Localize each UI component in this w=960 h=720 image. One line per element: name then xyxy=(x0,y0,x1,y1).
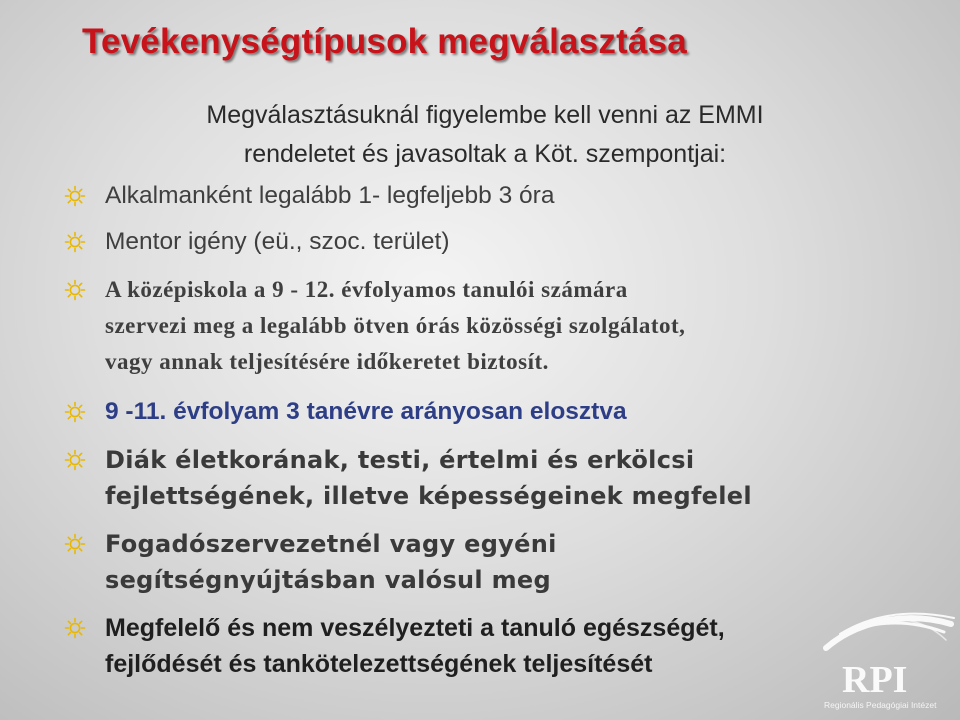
bullet-text: Fogadószervezetnél vagy egyéni xyxy=(105,530,557,558)
bullet-text: A középiskola a 9 - 12. évfolyamos tanulói számára xyxy=(105,277,628,302)
bullet-item xyxy=(64,394,914,430)
sunburst-bullet-icon xyxy=(64,279,86,301)
sunburst-bullet-icon xyxy=(64,401,86,423)
bullet-item xyxy=(64,178,914,214)
bullet-text: 9 -11. évfolyam 3 tanévre arányosan elosztva xyxy=(105,398,627,425)
bullet-item xyxy=(64,272,914,380)
sunburst-bullet-icon xyxy=(64,185,86,207)
sunburst-bullet-icon xyxy=(64,449,86,471)
bullet-text: szervezi meg a legalább ötven órás közösségi szolgálatot, xyxy=(105,313,686,338)
rpi-logo xyxy=(806,610,956,718)
bullet-text: segítségnyújtásban valósul meg xyxy=(105,566,551,594)
bullet-text: vagy annak teljesítésére időkeretet biztosít. xyxy=(105,349,549,374)
logo-subtitle: Regionális Pedagógiai Intézet xyxy=(824,700,937,710)
bullet-text: Diák életkorának, testi, értelmi és erkölcsi xyxy=(105,446,695,474)
intro-line-2: rendeletet és javasoltak a Köt. szempontjai: xyxy=(243,140,727,168)
bullet-item xyxy=(64,442,914,514)
sunburst-bullet-icon xyxy=(64,533,86,555)
sunburst-bullet-icon xyxy=(64,617,86,639)
logo-text: RPI xyxy=(842,659,908,701)
bullet-text: Alkalmanként legalább 1- legfeljebb 3 óra xyxy=(105,182,555,209)
intro-line-1: Megválasztásuknál figyelembe kell venni az EMMI xyxy=(206,101,764,129)
bullet-text: Mentor igény (eü., szoc. terület) xyxy=(105,228,450,255)
bullet-item xyxy=(64,526,914,598)
slide-title: Tevékenységtípusok megválasztása xyxy=(82,22,687,61)
bullet-item xyxy=(64,224,914,260)
bullet-text: fejlődését és tankötelezettségének teljesítését xyxy=(105,650,653,678)
bullet-text: fejlettségének, illetve képességeinek megfelel xyxy=(105,482,752,510)
bullet-text: Megfelelő és nem veszélyezteti a tanuló egészségét, xyxy=(105,614,725,642)
bullet-item xyxy=(64,610,914,682)
sunburst-bullet-icon xyxy=(64,231,86,253)
